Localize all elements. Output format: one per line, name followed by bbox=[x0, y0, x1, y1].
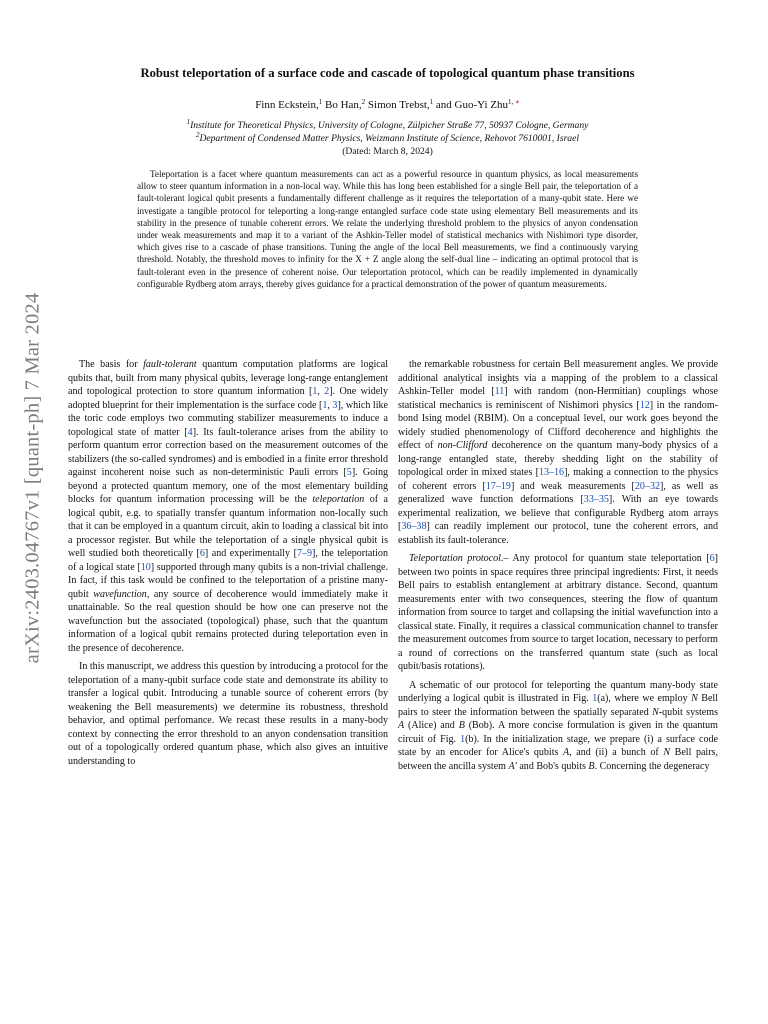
emphasis-text: B bbox=[458, 720, 465, 732]
affiliations bbox=[60, 120, 715, 158]
author-affiliation-marker: 2 bbox=[361, 98, 366, 106]
paper-title: Robust teleportation of a surface code and cascade of topological quantum phase transitions bbox=[140, 66, 635, 80]
citation-link[interactable]: 17–19 bbox=[485, 480, 511, 492]
emphasis-text: N bbox=[691, 693, 698, 705]
citation-link[interactable]: 33–35 bbox=[583, 494, 609, 506]
emphasis-text: A bbox=[563, 747, 570, 759]
citation-link[interactable]: 1 bbox=[592, 693, 598, 705]
citation-link[interactable]: 1 bbox=[322, 399, 328, 411]
citation-link[interactable]: 2 bbox=[324, 386, 330, 398]
emphasis-text: fault-tolerant bbox=[143, 359, 197, 370]
citation-link[interactable]: 5 bbox=[346, 467, 352, 479]
abstract-text: Teleportation is a facet where quantum measurements can act as a powerful resource in quantum physics, as local measurements allow to steer quantum information in a non-local way. While this has long been established for a single Bell pair, the teleportation of a fault-tolerant logical qubit presents a fundamentally different challenge as it requires the teleportation of a many-qubit state. Here we investigate a tangible protocol for teleporting a long-range entangled surface code state using elementary Bell measurements and its stability in the presence of tunable coherent errors. We relate the underlying threshold problem to the physics of anyon condensation under weak measurements and map it to a variant of the Ashkin-Teller model of statistical mechanics with Nishimori type disorder, which gives rise to a cascade of phase transitions. Tuning the angle of the local Bell measurements, we find a continuously varying threshold. Notably, the threshold moves to infinity for the X + Z angle along the self-dual line – indicating an optimal protocol that is fault-tolerant even in the presence of coherent noise. Our teleportation protocol, which can be readily implemented in dynamically configurable Rydberg atom arrays, thereby gives guidance for a practical demonstration of the power of quantum measurements. bbox=[137, 169, 638, 289]
author-name: Simon Trebst, bbox=[367, 99, 430, 111]
author-affiliation-marker: 1 bbox=[429, 98, 434, 106]
citation-link[interactable]: 20–32 bbox=[634, 480, 661, 492]
author-affiliation-marker: 1, ∗ bbox=[508, 98, 520, 106]
citation-link[interactable]: 11 bbox=[494, 386, 505, 398]
emphasis-text: N bbox=[652, 706, 659, 718]
paragraph: The basis for fault-tolerant quantum computation platforms are logical qubits that, built from many physical qubits, leverage long-range entanglement and topological protection to store quantum information [1, 2]. One widely adopted blueprint for their implementation is the surface code [1, 3], which like the toric code employs two commuting stabilizer measurements to induce a topological state of matter [4]. Its fault-tolerance arises from the ability to perform quantum error correction based on the measurement outcomes of the stabilizers (the so-called syndromes) and is embodied in a finite error threshold against incoherent noise such as non-deterministic Pauli errors [5]. Going beyond a protected quantum memory, one of the most elementary building blocks for quantum information processing will be the teleportation of a logical qubit, e.g. to spatially transfer quantum information non-locally such that it can be employed in a quantum circuit, akin to loading a classical bit into a processor register. But while the teleportation of a single physical qubit is well studied both theoretically [6] and experimentally [7–9], the teleportation of a logical state [10] supported through many qubits is a non-trivial challenge. In fact, if this task would be confined to the teleportation of a pristine many-qubit wavefunction, any source of decoherence would immediately make it unattainable. So the real question should be how one can preserve not the wavefunction but the associated (topological) phase, such that the quantum information of a logical qubit remains protected during teleportation even in the presence of decoherence. bbox=[68, 359, 388, 654]
author-list bbox=[60, 99, 715, 111]
emphasis-text: N bbox=[663, 747, 671, 759]
citation-link[interactable]: 10 bbox=[140, 561, 151, 573]
citation-link[interactable]: 6 bbox=[199, 548, 205, 560]
paragraph: In this manuscript, we address this question by introducing a protocol for the teleportation of a many-qubit surface code state and demonstrate its ability to transfer a logical qubit. Introducing a tunable source of coherent errors (by weakening the Bell measurements) we determine its robustness, threshold behavior, and optimal perfomance. We recast these results in a many-body context by connecting the error threshold to an anyon condensation transition out of a topologically ordered quantum phase, which also gives an intuitive understanding to bbox=[68, 661, 388, 767]
author-name: Finn Eckstein, bbox=[255, 99, 319, 111]
emphasis-text: non-Clifford bbox=[437, 440, 488, 452]
citation-link[interactable]: 3 bbox=[332, 399, 338, 411]
emphasis-text: B bbox=[588, 760, 595, 772]
citation-link[interactable]: 6 bbox=[709, 553, 715, 565]
paragraph: A schematic of our protocol for teleporting the quantum many-body state underlying a logical qubit is illustrated in Fig. 1(a), where we employ N Bell pairs to steer the information between the spatially separated N-qubit systems A (Alice) and B (Bob). A more concise formulation is given in the quantum circuit of Fig. 1(b). In the initialization stage, we prepare (i) a surface code state by an encoder for Alice's qubits A, and (ii) a bunch of N Bell pairs, between the ancilla system A′ and Bob's qubits B. Concerning the degeneracy bbox=[398, 679, 719, 772]
paragraph: Teleportation protocol.– Any protocol for quantum state teleportation [6] between two points in space requires three principal ingredients: First, it needs Bell pairs to establish entanglement at arbitrary distance. Second, quantum measurements enter with two consequences, steering the flow of quantum information from source to target and collapsing the initial wavefunction into a classical state. Finally, it requires a classical communication channel to transfer the measurement outcomes from source to target location, necessary to perform a round of corrections on the transferred quantum state (such as local qubit/basis rotations). bbox=[398, 553, 718, 673]
author-affiliation-marker: 1 bbox=[318, 98, 323, 106]
author-name: Bo Han, bbox=[325, 99, 362, 111]
citation-link[interactable]: 1 bbox=[312, 386, 318, 398]
emphasis-text: A′ bbox=[508, 760, 517, 772]
citation-link[interactable]: 7–9 bbox=[296, 548, 313, 560]
citation-link[interactable]: 36–38 bbox=[401, 521, 427, 533]
date-line: (Dated: March 8, 2024) bbox=[342, 145, 433, 157]
right-column bbox=[398, 358, 718, 778]
left-column bbox=[68, 358, 388, 773]
arxiv-sidebar bbox=[12, 268, 54, 688]
paragraph: the remarkable robustness for certain Bell measurement angles. We provide additional analytical insights via a mapping of the problem to a classical Ashkin-Teller model [11] with random (non-Hermitian) couplings whose statistical mechanics is reminiscent of Nishimori physics [12] in the random-bond Ising model (RBIM). On a conceptual level, our work goes beyond the widely studied phenomenology of Clifford decoherence and highlights the effect of non-Clifford decoherence on the quantum many-body physics of a long-range entangled state, thereby shedding light on the stability of topological order in mixed states [13–16], making a connection to the physics of coherent errors [17–19] and weak measurements [20–32], as well as generalized wave function deformations [33–35]. With an eye towards experimental realization, we believe that configurable Rydberg atom arrays [36–38] can readily implement our protocol, tune the coherent errors, and establish its fault-tolerance. bbox=[398, 359, 719, 546]
abstract bbox=[137, 168, 638, 290]
affiliation-1: $^1$Institute for Theoretical Physics, University of Cologne, Zülpicher Straße 77, 50937 Cologne, Germany bbox=[186, 118, 589, 131]
affiliation-2: $^2$Department of Condensed Matter Physics, Weizmann Institute of Science, Rehovot 7610001, Israel bbox=[195, 130, 580, 144]
citation-link[interactable]: 4 bbox=[187, 426, 193, 438]
arxiv-identifier: arXiv:2403.04767v1 [quant-ph] 7 Mar 2024 bbox=[21, 292, 44, 664]
emphasis-text: teleportation bbox=[312, 494, 365, 506]
emphasis-text: wavefunction bbox=[93, 588, 147, 600]
citation-link[interactable]: 1 bbox=[460, 733, 466, 745]
citation-link[interactable]: 13–16 bbox=[538, 467, 565, 479]
citation-link[interactable]: 12 bbox=[639, 399, 650, 411]
emphasis-text: A bbox=[398, 720, 405, 732]
emphasis-text: Teleportation protocol. bbox=[409, 553, 504, 565]
author-name: and Guo-Yi Zhu bbox=[435, 99, 509, 111]
